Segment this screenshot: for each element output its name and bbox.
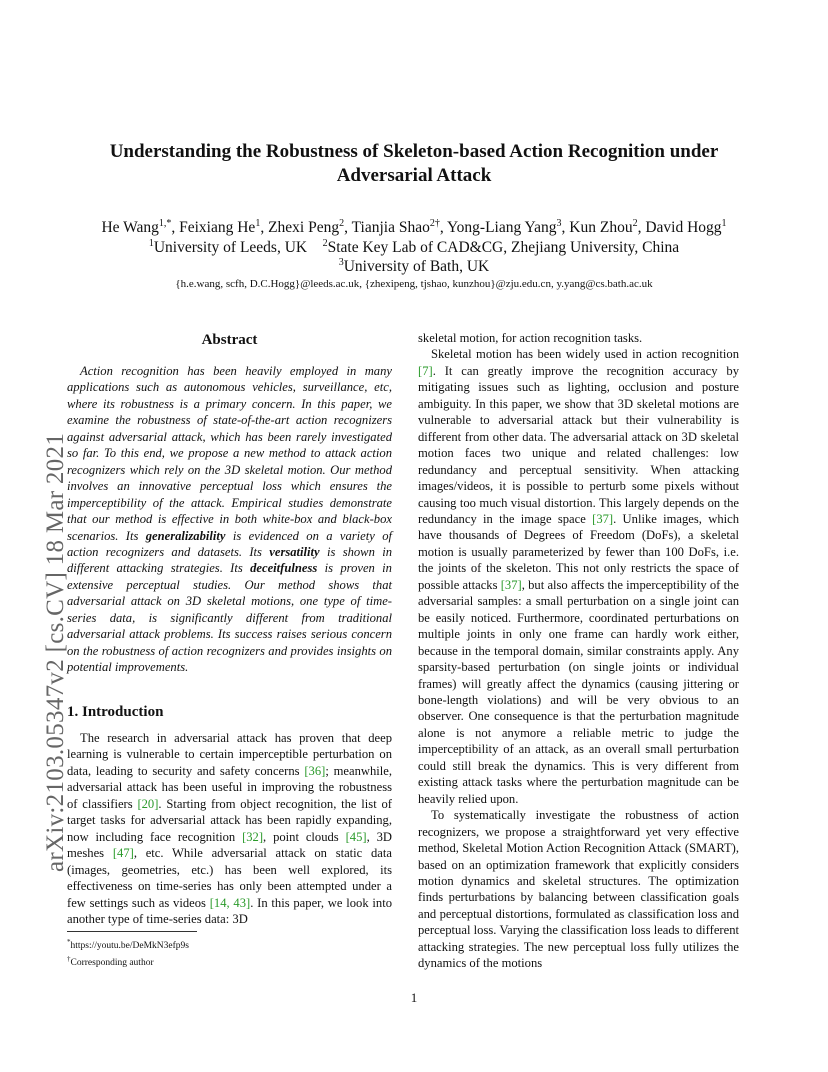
footnote-corresponding: [67, 953, 189, 970]
body-text: , but also affects the imperceptibility of the adversarial samples: a small perturbation on a single joint can be easily noticed. Furthermore, coordinated perturbations on multiple joints in only one frame can hardly work either, because in the temporal domain, similar constraints apply. Any sparsity-based perturbation (on single joints or individual frames) will greatly affect the dynamics (causing jittering or bone-length violations) and will be very obvious to an observer. One consequence is that the perturbation magnitude alone is not anymore a reliable metric to judge the imperceptibility of an attack, as an overall small perturbation could still break the dynamics. This is very different from existing attack tasks where the perturbation magnitude can be heavily relied upon.: [418, 577, 739, 806]
abstract-body: [67, 363, 392, 676]
affiliation-line-1: [50, 238, 778, 258]
citation-link[interactable]: [45]: [345, 829, 367, 844]
author-name: Zhexi Peng: [268, 219, 340, 236]
affiliation-sup: 1: [148, 237, 154, 249]
body-text: . Starting from object recognition, the list of target tasks for adversarial attack has been rapidly expanding, now including face recognition: [67, 796, 392, 844]
affiliation-leeds: University of Leeds, UK: [153, 238, 308, 256]
footnote-divider: [67, 931, 197, 932]
author-sup: 1: [255, 217, 261, 229]
affiliation-line-2: [50, 257, 778, 277]
author-sup: 2: [339, 217, 345, 229]
abstract-text: is proven in extensive perceptual studies. Our method shows that adversarial attack on 3D skeletal motions, one type of time-series data, is significantly different from traditional adversarial attack problems. Its success raises serious concern on the robustness of action recognizers and provides insights on potential improvements.: [67, 561, 392, 675]
introduction-left-column: [67, 730, 392, 927]
body-text: . In this paper, we look into another type of time-series data: 3D: [67, 895, 392, 926]
abstract-paragraph: [67, 363, 392, 676]
abstract-emphasis: versatility: [269, 544, 320, 559]
citation-link[interactable]: [32]: [242, 829, 264, 844]
citation-link[interactable]: [37]: [500, 577, 522, 592]
author-sup: 2†: [429, 217, 440, 229]
footnote-video-link[interactable]: [67, 936, 189, 953]
citation-link[interactable]: [7]: [418, 363, 433, 378]
introduction-right-column: [418, 330, 739, 972]
affiliation-sup: 3: [338, 256, 344, 268]
intro-paragraph: To systematically investigate the robustness of action recognizers, we propose a straightforward yet very effective method, Skeletal Motion Action Recognition Attack (SMART), based on an optimization framework that explicitly considers motion dynamics and skeletal structures. The optimization finds perturbations by balancing between classification goals and perceptual distortions, formulated as classification loss and perceptual loss. Varying the classification loss leads to different attacking strategies. The new perceptual loss fully utilizes the dynamics of the motions: [418, 808, 739, 971]
footnote-text: https://youtu.be/DeMkN3efp9s: [70, 941, 189, 952]
body-text: . It can greatly improve the recognition accuracy by mitigating issues such as lighting, occlusion and posture ambiguity. In this paper, we show that 3D skeletal motions are vulnerable to adversarial attack but their vulnerability is different from other data. The adversarial attack on 3D skeletal motion faces two unique and related challenges: low redundancy and perceptual sensitivity. When attacking images/videos, it is possible to perturb some pixels without causing too much visual distortion. This largely depends on the redundancy in the image space: [418, 363, 739, 526]
citation-link[interactable]: [47]: [112, 846, 134, 861]
author-sup: 3: [556, 217, 562, 229]
author-emails: {h.e.wang, scfh, D.C.Hogg}@leeds.ac.uk, {zhexipeng, tjshao, kunzhou}@zju.edu.cn, y.yang@cs.bath.ac.uk: [175, 278, 653, 290]
abstract-emphasis: generalizability: [145, 528, 226, 543]
author-list: He Wang$^{1,*}$, Feixiang He$^1$, Zhexi Peng$^2$, Tianjia Shao$^{2\dagger}$, Yong-Liang Yang$^3$, Kun Zhou$^2$, David Hogg$^1$: [101, 217, 727, 236]
abstract-emphasis: deceitfulness: [250, 561, 318, 576]
paper-title: [70, 140, 758, 188]
citation-link[interactable]: [37]: [592, 511, 614, 526]
footnotes: [67, 936, 189, 970]
footnote-mark: *: [67, 938, 71, 946]
footnote-mark: †: [67, 955, 71, 964]
intro-paragraph: [418, 346, 739, 807]
intro-paragraph: skeletal motion, for action recognition tasks.: [418, 331, 643, 345]
body-text: ; meanwhile, adversarial attack has been useful in improving the robustness of classifiers: [67, 763, 392, 811]
body-text: , point clouds: [263, 829, 346, 844]
abstract-text: is shown in different attacking strategies. Its: [67, 544, 392, 576]
affiliation-zhejiang: State Key Lab of CAD&CG, Zhejiang University, China: [327, 238, 680, 256]
author-sup: 1: [721, 217, 727, 229]
author-name: Kun Zhou: [569, 219, 633, 236]
body-text: Skeletal motion has been widely used in action recognition: [431, 347, 739, 362]
body-text: The research in adversarial attack has proven that deep learning is vulnerable to certain imperceptible perturbation on data, leading to security and safety concerns: [67, 731, 392, 778]
author-block: [50, 218, 778, 277]
body-text: . Unlike images, which have thousands of Degrees of Freedom (DoFs), a skeletal motion is usually parameterized by fewer than 100 DoFs, i.e. the joints of the skeleton. This not only restricts the space of possible attacks: [418, 511, 740, 592]
abstract-heading: Abstract: [201, 332, 258, 348]
page-number: 1: [410, 990, 418, 1005]
body-text: , etc. While adversarial attack on static data (images, geometries, etc.) has been well explored, its effectiveness on time-series has only been attempted under a few settings such as videos: [67, 846, 392, 910]
body-text: , 3D meshes: [67, 829, 392, 861]
abstract-text: Action recognition has been heavily employed in many applications such as autonomous vehicles, surveillance, etc, where its robustness is a primary concern. In this paper, we examine the robustness of state-of-the-art action recognizers against adversarial attack, which has been rarely investigated so far. To this end, we propose a new method to attack action recognizers which rely on the 3D skeletal motion. Our method involves an innovative perceptual loss which ensures the imperceptibility of the attack. Empirical studies demonstrate that our method is effective in both white-box and black-box scenarios. Its: [67, 364, 392, 543]
citation-link[interactable]: [20]: [137, 796, 159, 811]
author-sup: 1,*: [158, 217, 172, 229]
author-name: Feixiang He: [179, 219, 256, 236]
affiliation-bath: University of Bath, UK: [343, 258, 490, 275]
footnote-text: Corresponding author: [70, 958, 154, 969]
author-name: He Wang: [101, 219, 159, 236]
citation-link[interactable]: [36]: [304, 763, 326, 778]
arxiv-identifier: arXiv:2103.05347v2 [cs.CV] 18 Mar 2021: [42, 432, 69, 872]
citation-link[interactable]: [14, 43]: [209, 895, 251, 910]
section-heading-introduction: 1. Introduction: [67, 704, 164, 720]
intro-paragraph: [67, 730, 392, 927]
author-name: Tianjia Shao: [351, 219, 430, 236]
abstract-text: is evidenced on a variety of action recognizers and datasets. Its: [67, 528, 393, 559]
title-line-2: Adversarial Attack: [336, 165, 492, 186]
affiliation-sup: 2: [322, 237, 328, 249]
author-sup: 2: [632, 217, 638, 229]
author-name: Yong-Liang Yang: [447, 219, 557, 236]
title-line-1: Understanding the Robustness of Skeleton-based Action Recognition under: [109, 141, 719, 162]
author-name: David Hogg: [645, 219, 722, 236]
